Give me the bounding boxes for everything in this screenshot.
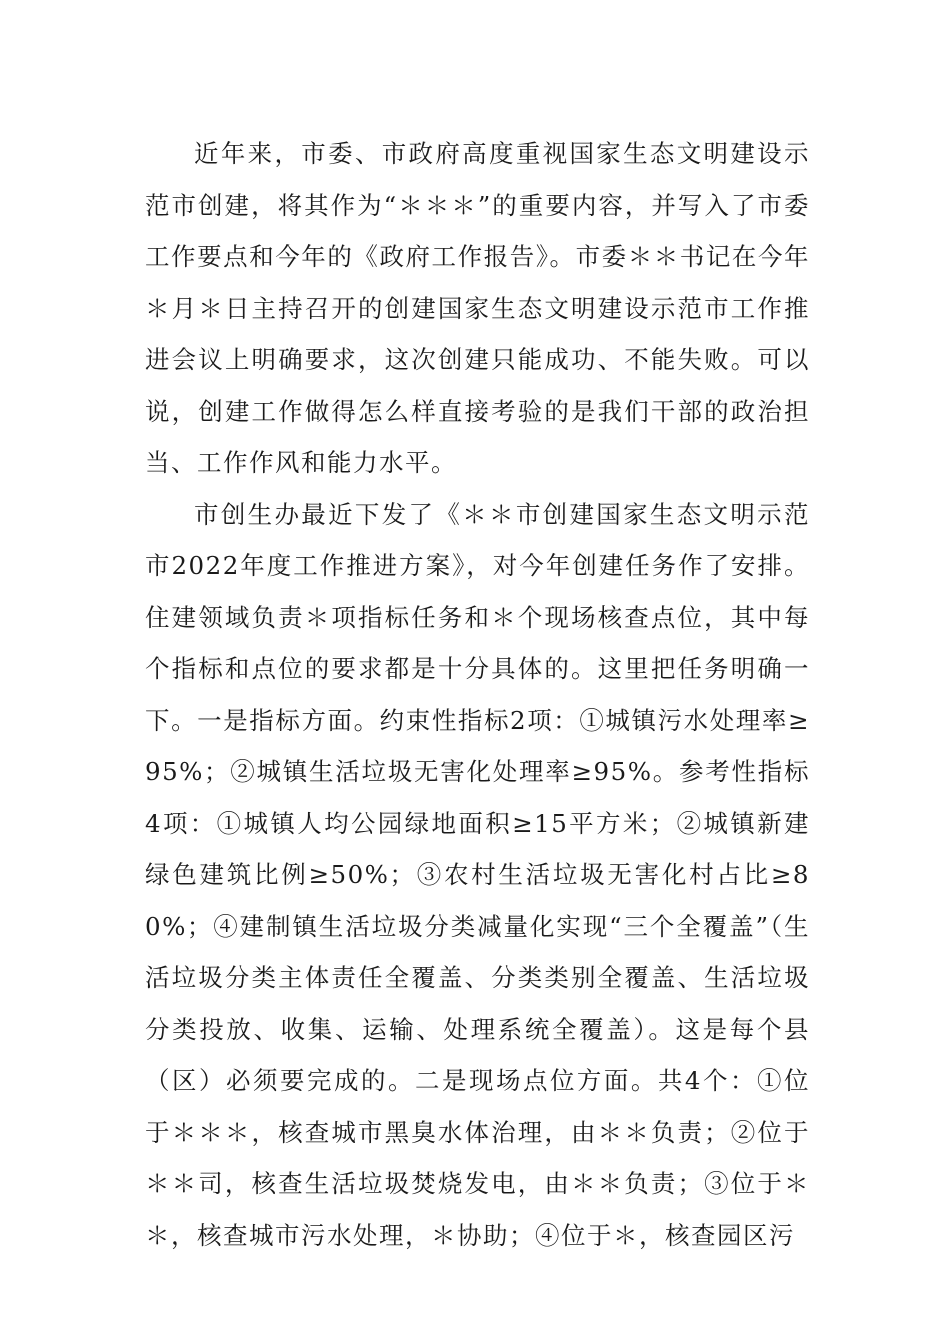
document-body <box>145 128 810 1261</box>
paragraph-intro: 近年来，市委、市政府高度重视国家生态文明建设示范市创建，将其作为“＊＊＊”的重要内容，并写入了市委工作要点和今年的《政府工作报告》。市委＊＊书记在今年＊月＊日主持召开的创建国家生态文明建设示范市工作推进会议上明确要求，这次创建只能成功、不能失败。可以说，创建工作做得怎么样直接考验的是我们干部的政治担当、工作作风和能力水平。 <box>145 139 810 477</box>
paragraph-tasks: 市创生办最近下发了《＊＊市创建国家生态文明示范市2022年度工作推进方案》，对今年创建任务作了安排。住建领域负责＊项指标任务和＊个现场核查点位，其中每个指标和点位的要求都是十分具体的。这里把任务明确一下。一是指标方面。约束性指标2项：①城镇污水处理率≥95%；②城镇生活垃圾无害化处理率≥95%。参考性指标4项：①城镇人均公园绿地面积≥15平方米；②城镇新建绿色建筑比例≥50%；③农村生活垃圾无害化村占比≥80%；④建制镇生活垃圾分类减量化实现“三个全覆盖”（生活垃圾分类主体责任全覆盖、分类类别全覆盖、生活垃圾分类投放、收集、运输、处理系统全覆盖）。这是每个县（区）必须要完成的。二是现场点位方面。共4个：①位于＊＊＊，核查城市黑臭水体治理，由＊＊负责；②位于＊＊司，核查生活垃圾焚烧发电，由＊＊负责；③位于＊＊，核查城市污水处理，＊协助；④位于＊，核查园区污 <box>145 499 810 1250</box>
